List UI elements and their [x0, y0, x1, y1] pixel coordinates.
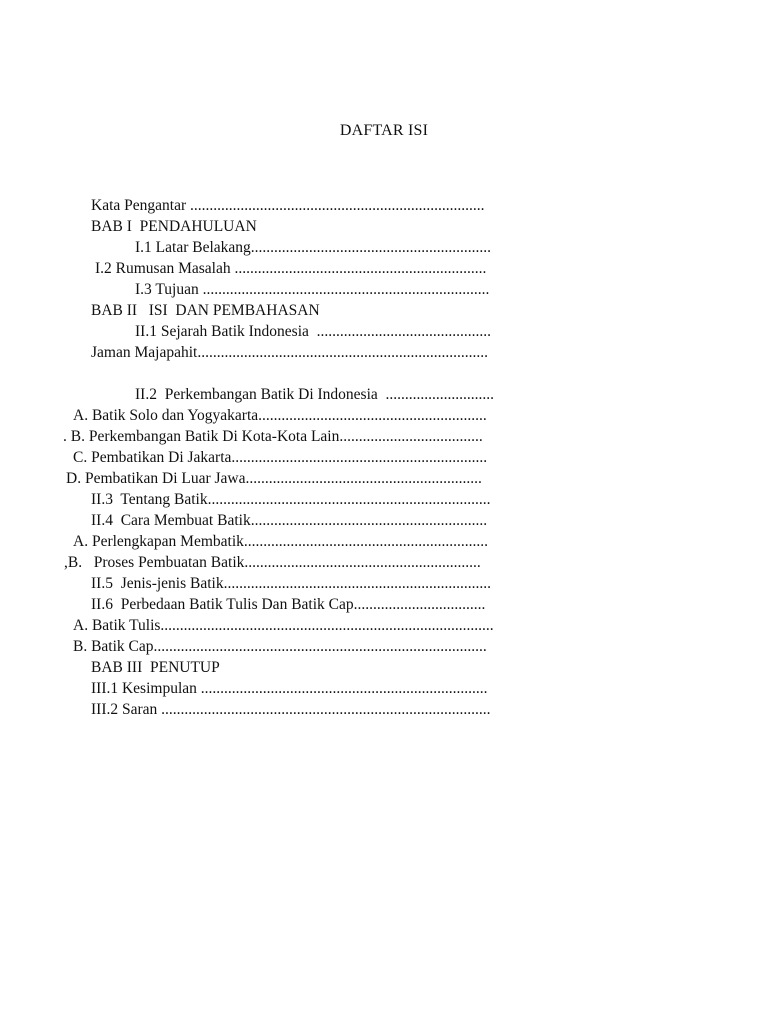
toc-entry-latar-belakang: I.1 Latar Belakang.............................................................. — [135, 239, 492, 256]
toc-chapter-bab-2: BAB II ISI DAN PEMBAHASAN — [91, 302, 320, 319]
toc-entry-perkembangan-batik: II.2 Perkembangan Batik Di Indonesia ............................ — [135, 386, 495, 403]
toc-entry-rumusan-masalah: I.2 Rumusan Masalah ................................................................. — [95, 260, 487, 277]
toc-chapter-bab-1: BAB I PENDAHULUAN — [91, 218, 257, 235]
toc-entry-cara-membuat: II.4 Cara Membuat Batik............................................................. — [91, 512, 488, 529]
document-title: DAFTAR ISI — [339, 122, 429, 139]
toc-entry-perlengkapan: A. Perlengkapan Membatik............................................................... — [73, 533, 489, 550]
toc-entry-kesimpulan: III.1 Kesimpulan .......................................................................... — [91, 680, 488, 697]
toc-entry-kata-pengantar: Kata Pengantar ............................................................................ — [91, 197, 485, 214]
toc-entry-perkembangan-kota: . B. Perkembangan Batik Di Kota-Kota Lain..................................... — [63, 428, 483, 445]
toc-chapter-bab-3: BAB III PENUTUP — [91, 659, 220, 676]
toc-entry-tujuan: I.3 Tujuan .......................................................................... — [135, 281, 490, 298]
toc-entry-saran: III.2 Saran ..................................................................................... — [91, 701, 491, 718]
toc-entry-pembatikan-jakarta: C. Pembatikan Di Jakarta.................................................................. — [73, 449, 488, 466]
toc-entry-proses-pembuatan: ,B. Proses Pembuatan Batik............................................................. — [64, 554, 481, 571]
toc-entry-sejarah-batik: II.1 Sejarah Batik Indonesia ............................................. — [135, 323, 492, 340]
toc-entry-batik-solo: A. Batik Solo dan Yogyakarta........................................................... — [73, 407, 487, 424]
toc-entry-jaman-majapahit: Jaman Majapahit........................................................................... — [91, 344, 488, 361]
toc-entry-pembatikan-luar-jawa: D. Pembatikan Di Luar Jawa............................................................. — [66, 470, 482, 487]
toc-entry-batik-cap: B. Batik Cap...................................................................................... — [73, 638, 487, 655]
toc-entry-batik-tulis: A. Batik Tulis...................................................................................... — [73, 617, 494, 634]
toc-entry-jenis-batik: II.5 Jenis-jenis Batik..................................................................... — [91, 575, 491, 592]
toc-entry-perbedaan-batik: II.6 Perbedaan Batik Tulis Dan Batik Cap.................................. — [91, 596, 486, 613]
toc-entry-tentang-batik: II.3 Tentang Batik......................................................................... — [91, 491, 491, 508]
